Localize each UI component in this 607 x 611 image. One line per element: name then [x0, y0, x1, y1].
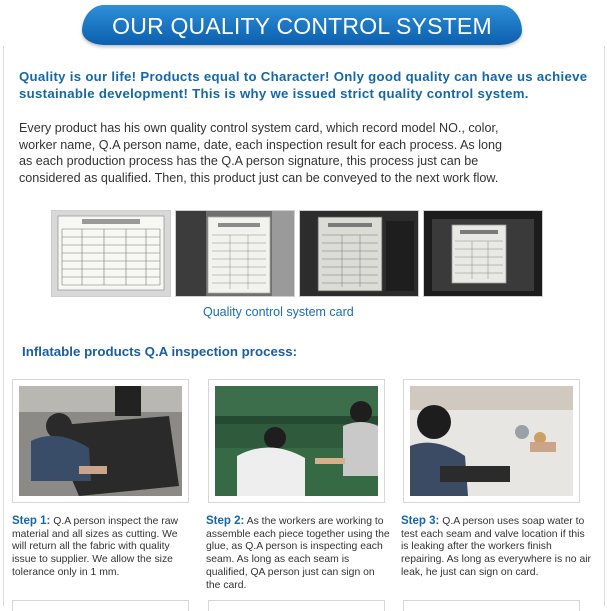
step-3-photo — [403, 379, 580, 503]
step-1-description: Q.A person inspect the raw material and all sizes as cutting. We will return all the fabric with quality issue to supplier. We allow the size tolerance only in 1 mm. — [12, 516, 178, 578]
step-1-text — [12, 515, 194, 580]
intro-statement: Quality is our life! Products equal to Character! Only good quality can have us achieve sustainable development! This is why we issued strict quality control system. — [19, 69, 588, 101]
step-1-photo — [12, 379, 189, 503]
qc-card-caption: Quality control system card — [203, 305, 354, 319]
step-1-label: Step 1: — [12, 515, 51, 527]
page-title: OUR QUALITY CONTROL SYSTEM — [112, 13, 492, 39]
step-2-text — [206, 515, 390, 592]
step-3-description: Q.A person uses soap water to test each seam and valve location if this is leaking after the workers finish repairing. As long as everywhere is no air leak, he just can sign on card. — [401, 516, 592, 578]
qc-card-photo-1 — [51, 210, 171, 297]
process-section-title: Inflatable products Q.A inspection process: — [22, 344, 298, 359]
header-banner — [82, 5, 522, 45]
step-2-label: Step 2: — [206, 515, 245, 527]
step-3-label: Step 3: — [401, 515, 440, 527]
step-2-description: As the workers are working to assemble each piece together using the glue, as Q.A person is inspecting each seam. As long as each seam is qualified, QA person just can sign on the card. — [206, 516, 390, 591]
body-paragraph: Every product has his own quality control system card, which record model NO., color, worker name, Q.A person name, date, each inspection result for each process. As long as each production process has the Q.A person signature, this process just can be considered as qualified. Then, this product just can be conveyed to the next work flow. — [19, 121, 503, 185]
qc-card-photo-3 — [299, 210, 419, 297]
qc-card-photo-4 — [423, 210, 543, 297]
step-2-photo — [208, 379, 385, 503]
qc-card-photo-2 — [175, 210, 295, 297]
step-3-text — [401, 515, 591, 580]
